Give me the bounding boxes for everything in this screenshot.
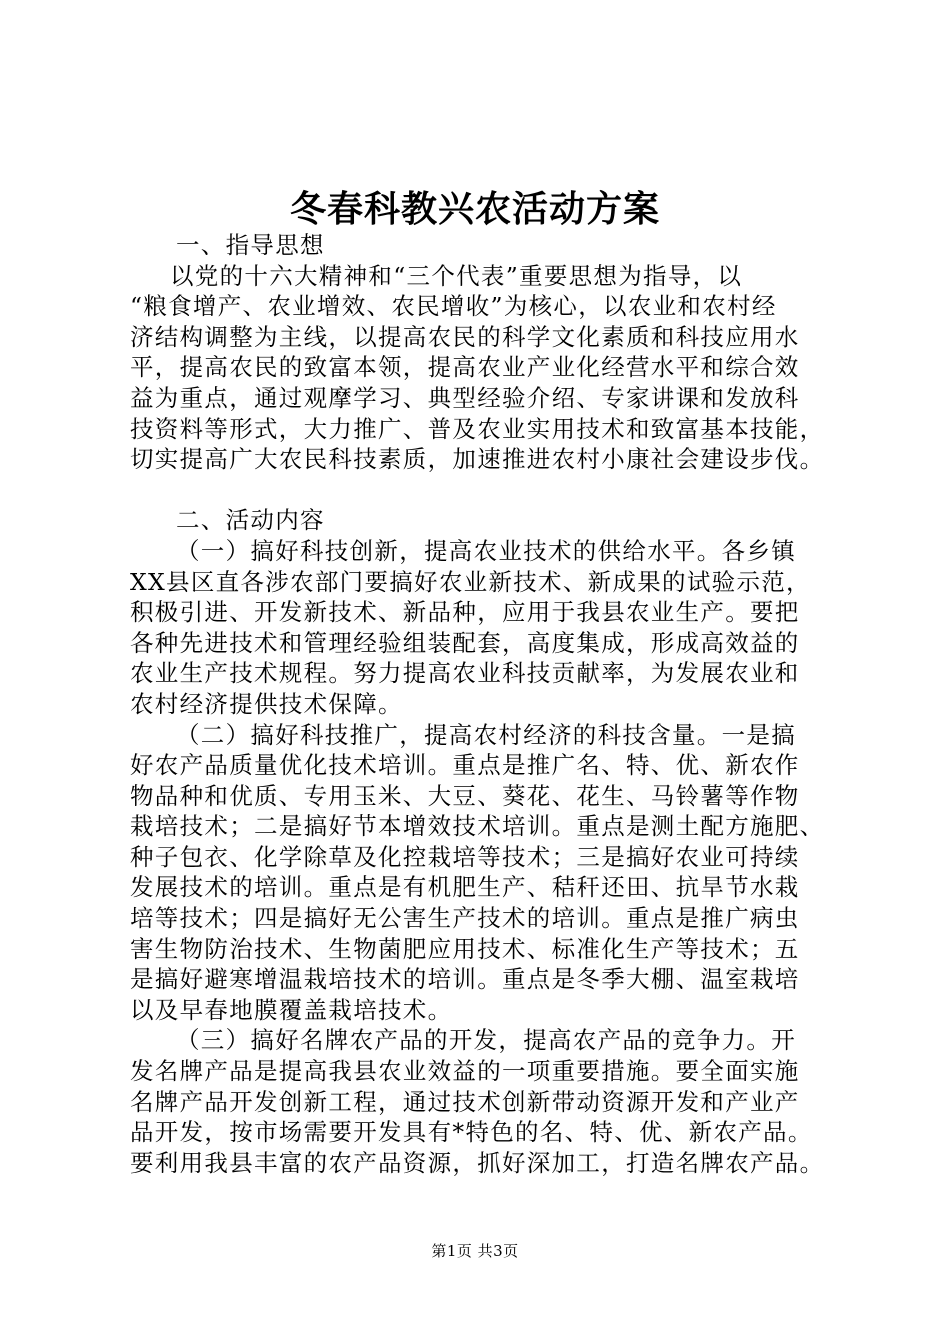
paragraph-line: 平，提高农民的致富本领，提高农业产业化经营水平和综合效 bbox=[130, 353, 800, 382]
paragraph-line: 物品种和优质、专用玉米、大豆、葵花、花生、马铃薯等作物 bbox=[130, 781, 800, 810]
paragraph-line: 品开发，按市场需要开发具有*特色的名、特、优、新农产品。 bbox=[130, 1118, 813, 1147]
section-heading-activity-content: 二、活动内容 bbox=[176, 506, 325, 535]
document-body bbox=[130, 230, 830, 1178]
paragraph-line: 农村经济提供技术保障。 bbox=[130, 689, 403, 718]
paragraph-line: （三）搞好名牌农产品的开发，提高农产品的竞争力。开 bbox=[176, 1026, 796, 1055]
paragraph-line: 发名牌产品是提高我县农业效益的一项重要措施。要全面实施 bbox=[130, 1057, 800, 1086]
blank-line bbox=[130, 475, 830, 506]
page-number-footer: 第1页 共3页 bbox=[431, 1242, 519, 1260]
paragraph-line: 技资料等形式，大力推广、普及农业实用技术和致富基本技能， bbox=[130, 414, 825, 443]
paragraph-line: 切实提高广大农民科技素质，加速推进农村小康社会建设步伐。 bbox=[130, 445, 825, 474]
paragraph-line: 以及早春地膜覆盖栽培技术。 bbox=[130, 995, 453, 1024]
paragraph-line: 农业生产技术规程。努力提高农业科技贡献率，为发展农业和 bbox=[130, 659, 800, 688]
paragraph-line: 要利用我县丰富的农产品资源，抓好深加工，打造名牌农产品。 bbox=[130, 1148, 825, 1177]
paragraph-line: 发展技术的培训。重点是有机肥生产、秸秆还田、抗旱节水栽 bbox=[130, 873, 800, 902]
paragraph-line: 好农产品质量优化技术培训。重点是推广名、特、优、新农作 bbox=[130, 751, 800, 780]
section-heading-guiding-ideology: 一、指导思想 bbox=[176, 231, 325, 259]
paragraph-line: 济结构调整为主线，以提高农民的科学文化素质和科技应用水 bbox=[130, 322, 800, 351]
paragraph-line: 积极引进、开发新技术、新品种，应用于我县农业生产。要把 bbox=[130, 598, 800, 627]
paragraph-line: “粮食增产、农业增效、农民增收”为核心，以农业和农村经 bbox=[130, 292, 777, 321]
paragraph-line: 种子包衣、化学除草及化控栽培等技术；三是搞好农业可持续 bbox=[130, 842, 800, 871]
paragraph-line: 培等技术；四是搞好无公害生产技术的培训。重点是推广病虫 bbox=[130, 904, 800, 933]
paragraph-line: 害生物防治技术、生物菌肥应用技术、标准化生产等技术；五 bbox=[130, 934, 800, 963]
paragraph-line: 以党的十六大精神和“三个代表”重要思想为指导，以 bbox=[170, 261, 743, 290]
paragraph-line: （一）搞好科技创新，提高农业技术的供给水平。各乡镇 bbox=[176, 536, 796, 565]
document-title: 冬春科教兴农活动方案 bbox=[289, 188, 660, 230]
paragraph-line: 名牌产品开发创新工程，通过技术创新带动资源开发和产业产 bbox=[130, 1087, 800, 1116]
paragraph-line: 是搞好避寒增温栽培技术的培训。重点是冬季大棚、温室栽培 bbox=[130, 965, 800, 994]
paragraph-line: （二）搞好科技推广，提高农村经济的科技含量。一是搞 bbox=[176, 720, 796, 749]
paragraph-line: 栽培技术；二是搞好节本增效技术培训。重点是测土配方施肥、 bbox=[130, 812, 825, 841]
paragraph-line: XX县区直各涉农部门要搞好农业新技术、新成果的试验示范， bbox=[130, 567, 811, 596]
paragraph-line: 益为重点，通过观摩学习、典型经验介绍、专家讲课和发放科 bbox=[130, 383, 800, 412]
paragraph-line: 各种先进技术和管理经验组装配套，高度集成，形成高效益的 bbox=[130, 628, 800, 657]
